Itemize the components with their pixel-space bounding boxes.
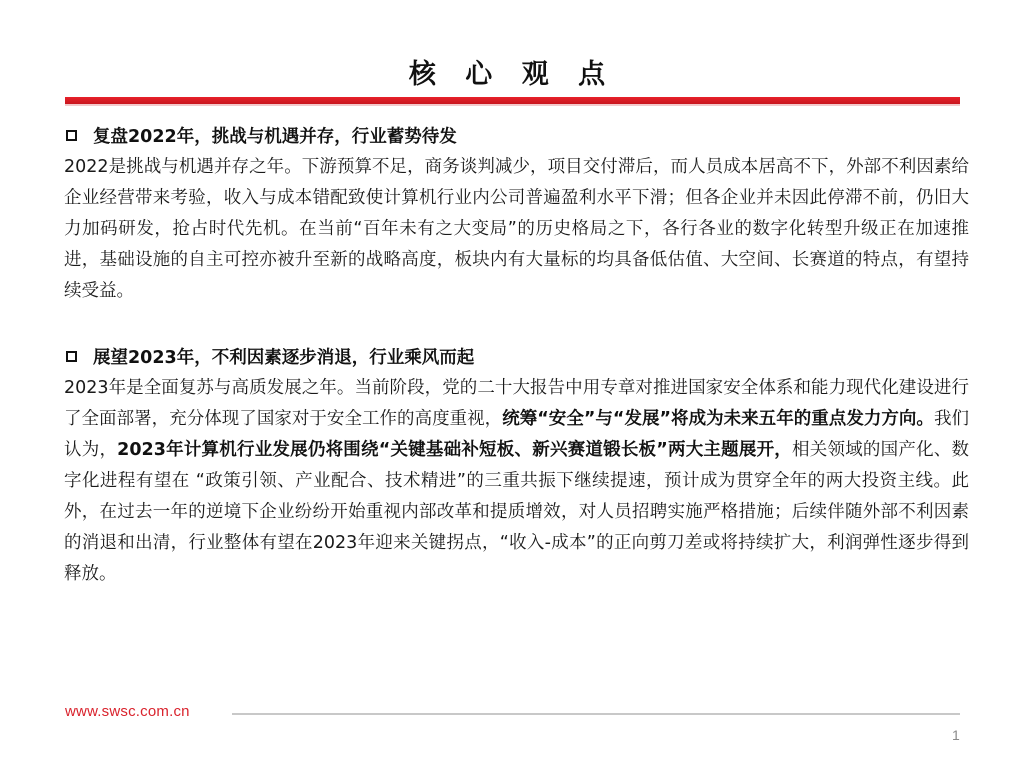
- footer-divider: [232, 713, 960, 715]
- checkbox-bullet-icon: [66, 351, 77, 362]
- paragraph-text: 2023年是全面复苏与高质发展之年。当前阶段，党的二十大报告中用专章对推进国家安全体系和能力现代化建设进行了全面部署，充分体现了国家对于安全工作的高度重视，: [64, 378, 969, 429]
- page-title: 核 心 观 点: [408, 59, 616, 90]
- section-heading-text: 复盘2022年，挑战与机遇并存，行业蓄势待发: [93, 126, 457, 147]
- section-outlook-2023: [64, 339, 969, 590]
- section-heading: [64, 118, 969, 152]
- paragraph-text: 相关领域的国产化、数字化进程有望在 “政策引领、产业配合、技术精进”的三重共振下继续提速，预计成为贯穿全年的两大投资主线。此外，在过去一年的逆境下企业纷纷开始重视内部改革和提质增效，对人员招聘实施严格措施；后续伴随外部不利因素的消退和出清，行业整体有望在2023年迎来关键拐点，“收入-成本”的正向剪刀差或将持续扩大，利润弹性逐步得到释放。: [64, 440, 970, 584]
- paragraph-bold-text: 统筹“安全”与“发展”将成为未来五年的重点发力方向。: [502, 409, 934, 429]
- title-underline-bar: [65, 97, 960, 104]
- footer-url-link[interactable]: www.swsc.com.cn: [65, 703, 190, 720]
- main-content: [64, 118, 969, 590]
- section-paragraph: 2022是挑战与机遇并存之年。下游预算不足，商务谈判减少，项目交付滞后，而人员成本居高不下，外部不利因素给企业经营带来考验，收入与成本错配致使计算机行业内公司普遍盈利水平下滑；但各企业并未因此停滞不前，仍旧大力加码研发，抢占时代先机。在当前“百年未有之大变局”的历史格局之下，各行各业的数字化转型升级正在加速推进，基础设施的自主可控亦被升至新的战略高度，板块内有大量标的均具备低估值、大空间、长赛道的特点，有望持续受益。: [64, 157, 969, 301]
- section-heading: [64, 339, 969, 373]
- checkbox-bullet-icon: [66, 130, 77, 141]
- section-review-2022: [64, 118, 969, 307]
- section-heading-text: 展望2023年，不利因素逐步消退，行业乘风而起: [93, 347, 475, 368]
- title-underline-shadow: [65, 104, 960, 106]
- section-paragraph: [64, 373, 969, 590]
- paragraph-text: 我们认为，: [64, 409, 969, 460]
- page-number: 1: [952, 727, 960, 743]
- paragraph-bold-text: 2023年计算机行业发展仍将围绕“关键基础补短板、新兴赛道锻长板”两大主题展开，: [117, 440, 793, 460]
